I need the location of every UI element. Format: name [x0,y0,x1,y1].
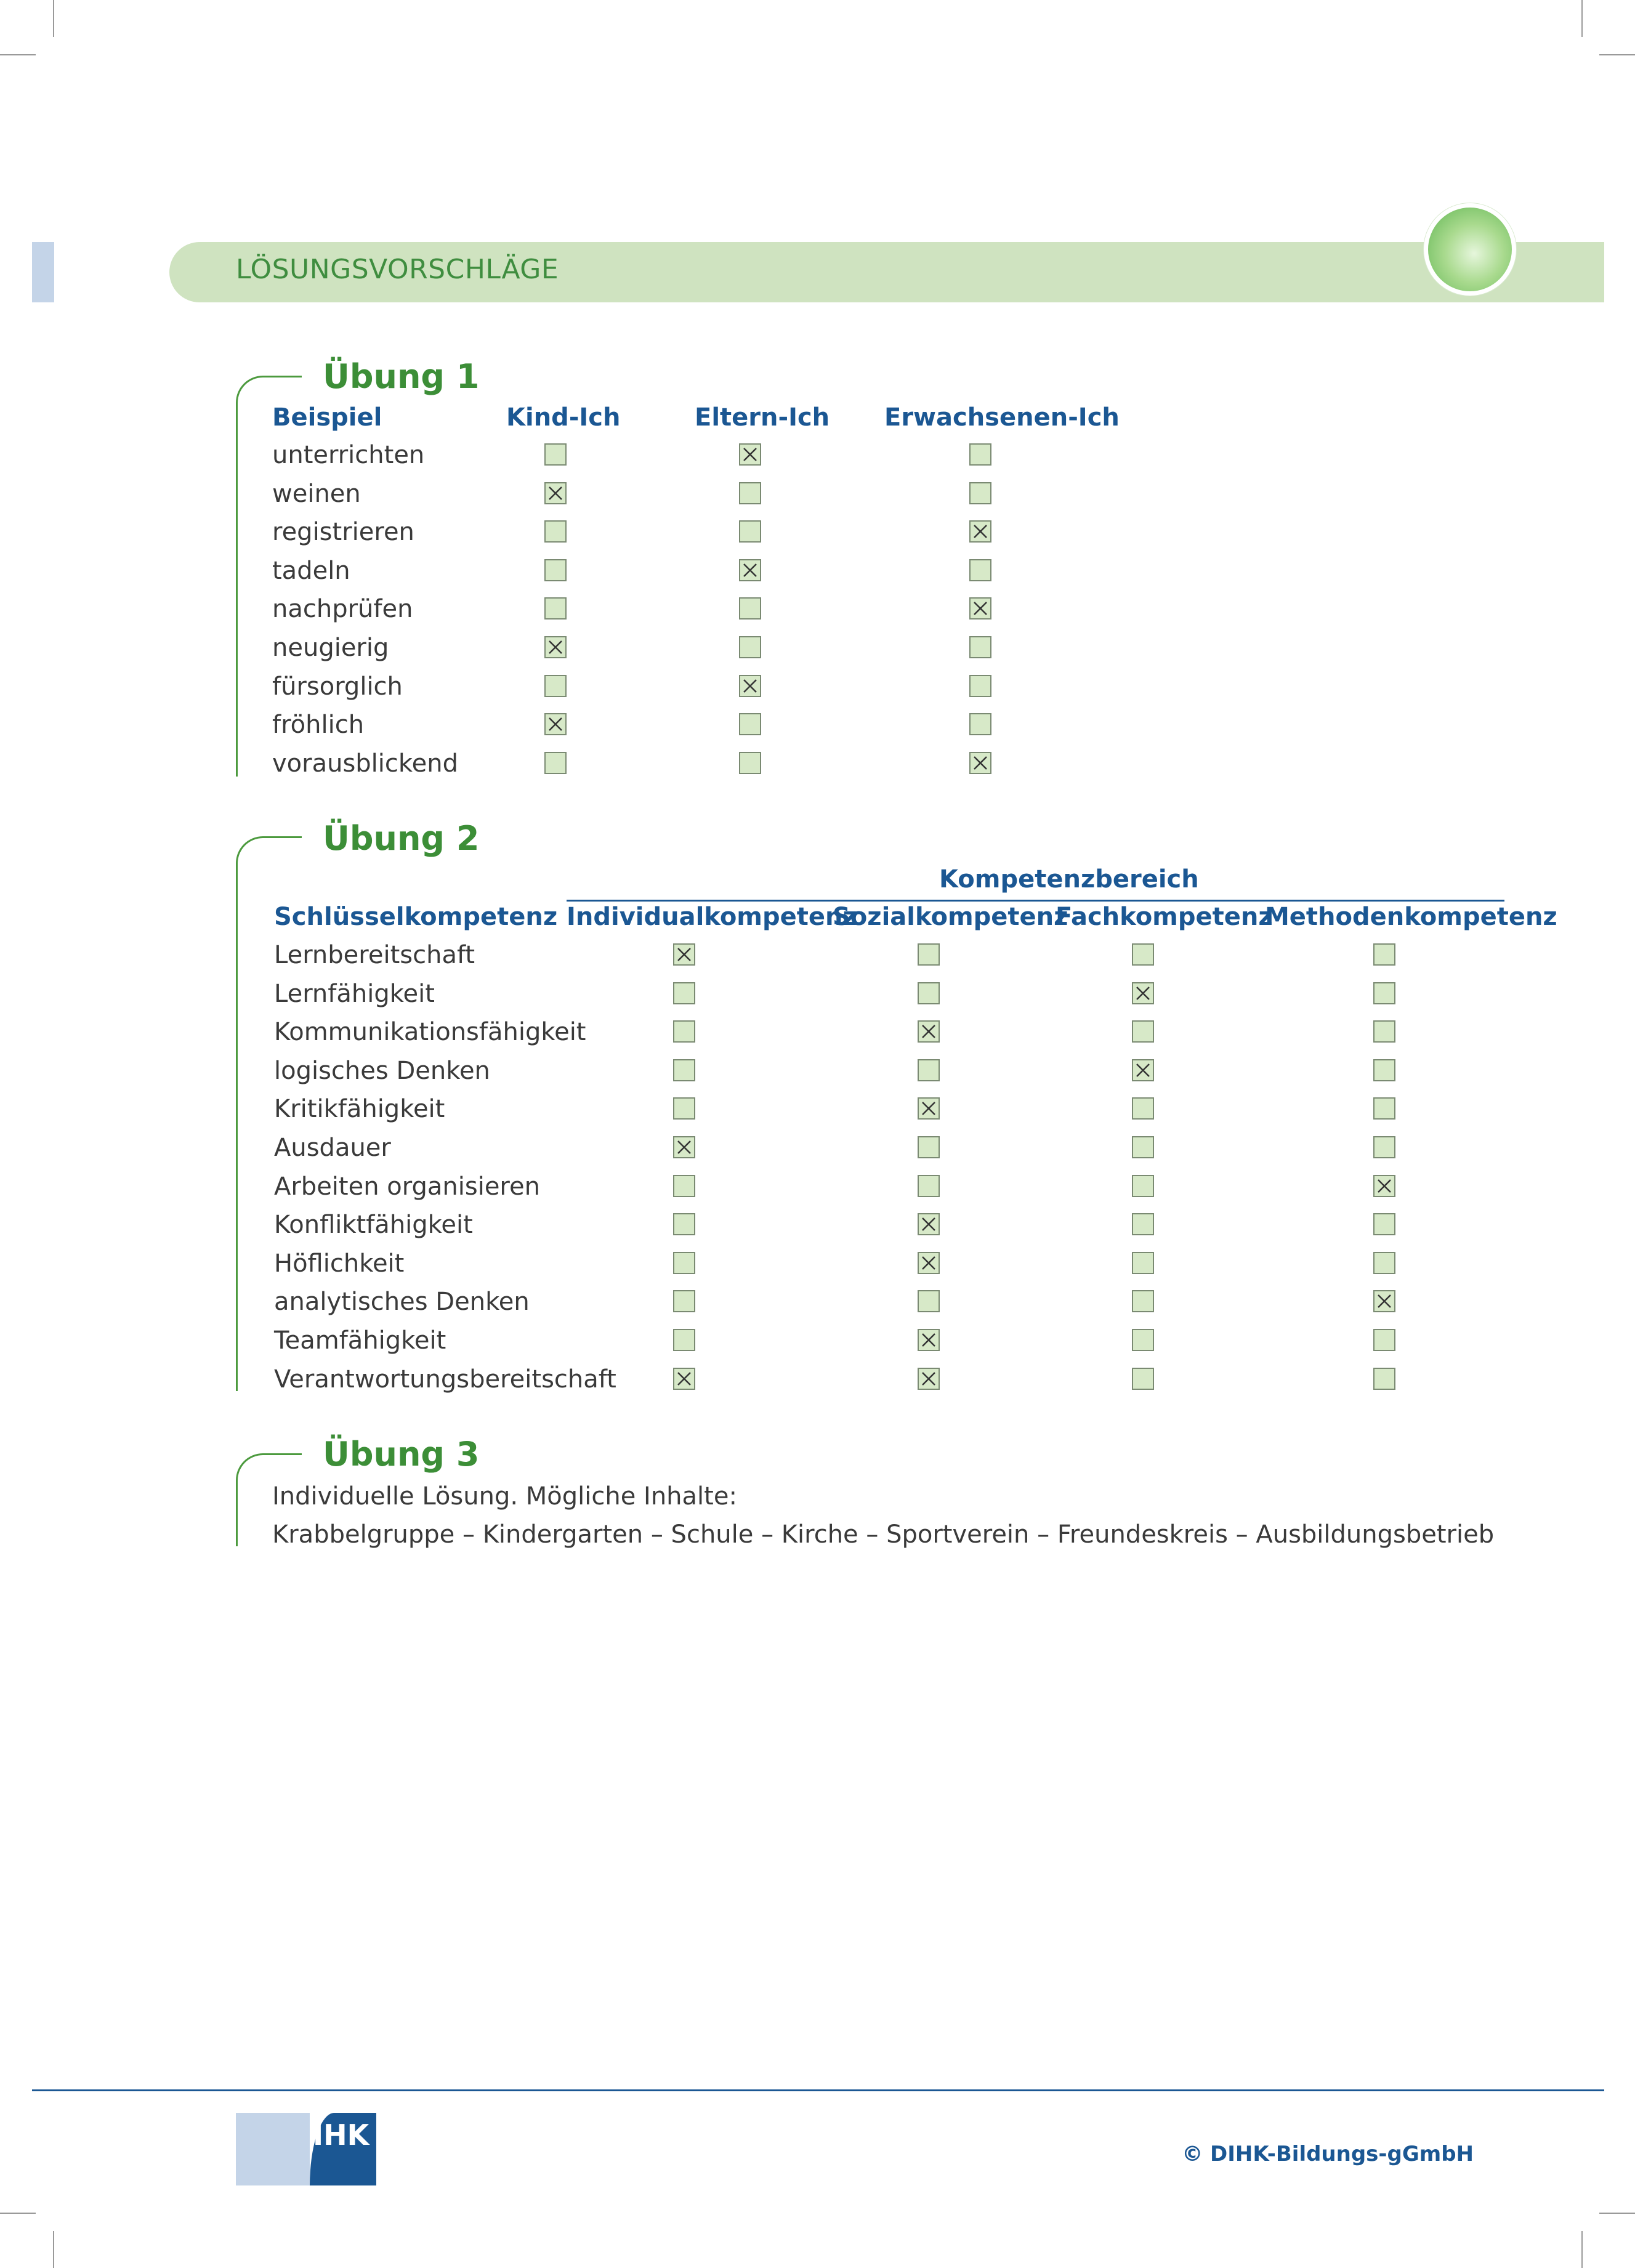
checkbox-empty [673,1097,695,1120]
ex2-row-label: Ausdauer [274,1134,391,1162]
checkbox-empty [1132,1097,1154,1120]
ex2-header-2: Sozialkompetenz [833,903,1068,931]
x-mark-icon [972,523,988,539]
exercise-2-title: Übung 2 [323,819,480,858]
checkbox-checked [739,443,761,466]
checkbox-empty [969,713,991,735]
ex1-row-label: vorausblickend [272,749,458,778]
checkbox-empty [1373,982,1395,1004]
checkbox-checked [969,752,991,774]
ex1-row-label: nachprüfen [272,595,413,624]
footer-rule [32,2089,1604,2091]
logo-pale-block [236,2113,310,2185]
checkbox-empty [1373,1252,1395,1274]
checkbox-checked [673,1136,695,1158]
checkbox-checked [544,636,567,658]
checkbox-empty [1132,1175,1154,1197]
checkbox-checked [918,1252,940,1274]
x-mark-icon [547,639,563,655]
exercise-3-title: Übung 3 [323,1435,480,1474]
ex1-row-label: registrieren [272,518,414,547]
checkbox-checked [673,943,695,966]
checkbox-empty [1373,1097,1395,1120]
checkbox-empty [1132,1136,1154,1158]
checkbox-empty [544,520,567,543]
checkbox-empty [739,482,761,504]
checkbox-checked [1132,1059,1154,1081]
ex2-row-label: Verantwortungsbereitschaft [274,1365,616,1394]
checkbox-checked [969,597,991,619]
copyright: © DIHK-Bildungs-gGmbH [1182,2142,1474,2166]
checkbox-checked [1132,982,1154,1004]
exercise-3-intro: Individuelle Lösung. Mögliche Inhalte: [272,1482,737,1511]
x-mark-icon [1135,985,1151,1001]
x-mark-icon [742,678,758,694]
ex2-header-1: Individualkompetenz [567,903,857,931]
crop-mark [53,0,54,37]
x-mark-icon [547,485,563,501]
x-mark-icon [921,1100,937,1116]
checkbox-checked [673,1368,695,1390]
checkbox-empty [673,1213,695,1235]
checkbox-empty [673,1059,695,1081]
side-tab [32,242,54,302]
checkbox-empty [969,636,991,658]
checkbox-empty [918,982,940,1004]
ex2-row-label: analytisches Denken [274,1288,530,1317]
x-mark-icon [972,600,988,616]
checkbox-empty [1132,1290,1154,1312]
checkbox-empty [1132,943,1154,966]
checkbox-empty [673,1290,695,1312]
green-ball-decoration [1424,203,1516,296]
checkbox-empty [673,1252,695,1274]
crop-mark [1599,2213,1635,2214]
exercise-3-contents: Krabbelgruppe – Kindergarten – Schule – Kirche – Sportverein – Freundeskreis – Ausbildungsbetrieb [272,1520,1495,1549]
crop-mark [0,54,36,55]
checkbox-empty [1132,1329,1154,1351]
ex1-row-label: tadeln [272,556,350,585]
ex2-row-label: Arbeiten organisieren [274,1172,540,1201]
ex2-row-label: Kommunikationsfähigkeit [274,1018,586,1047]
checkbox-checked [918,1097,940,1120]
crop-mark [1599,54,1635,55]
x-mark-icon [676,1139,692,1155]
checkbox-empty [918,1290,940,1312]
ex1-row-label: fröhlich [272,711,365,740]
crop-mark [1581,0,1583,37]
checkbox-empty [1373,943,1395,966]
checkbox-empty [969,675,991,697]
checkbox-empty [1373,1329,1395,1351]
checkbox-empty [1373,1020,1395,1043]
checkbox-checked [969,520,991,543]
ex2-row-label: Höflichkeit [274,1249,405,1278]
checkbox-empty [1373,1213,1395,1235]
x-mark-icon [547,716,563,732]
group-header-rule [567,900,1504,902]
ex2-row-label: Lernfähigkeit [274,979,435,1008]
checkbox-empty [969,443,991,466]
ex2-row-label: Lernbereitschaft [274,941,475,969]
checkbox-empty [969,482,991,504]
x-mark-icon [921,1332,937,1348]
checkbox-empty [1373,1059,1395,1081]
checkbox-checked [918,1020,940,1043]
group-header-kompetenzbereich: Kompetenzbereich [939,865,1199,894]
checkbox-checked [544,713,567,735]
checkbox-empty [969,559,991,581]
ex1-row-label: unterrichten [272,441,425,469]
checkbox-empty [739,520,761,543]
crop-mark [0,2213,36,2214]
crop-mark [1581,2231,1583,2268]
ex1-header-0: Beispiel [272,403,382,432]
checkbox-empty [673,982,695,1004]
checkbox-empty [544,675,567,697]
x-mark-icon [921,1371,937,1387]
ex2-row-label: Kritikfähigkeit [274,1095,445,1124]
x-mark-icon [921,1216,937,1232]
ex2-row-label: logisches Denken [274,1056,490,1085]
checkbox-checked [918,1368,940,1390]
exercise-1-title: Übung 1 [323,357,480,396]
checkbox-empty [673,1175,695,1197]
checkbox-empty [1132,1020,1154,1043]
checkbox-empty [1373,1368,1395,1390]
checkbox-checked [1373,1175,1395,1197]
checkbox-empty [1132,1368,1154,1390]
checkbox-checked [1373,1290,1395,1312]
ex2-header-0: Schlüsselkompetenz [274,903,558,931]
checkbox-checked [918,1329,940,1351]
x-mark-icon [1135,1062,1151,1078]
checkbox-empty [739,752,761,774]
checkbox-empty [544,559,567,581]
checkbox-checked [544,482,567,504]
x-mark-icon [921,1023,937,1039]
checkbox-checked [739,675,761,697]
crop-mark [53,2231,54,2268]
checkbox-empty [544,443,567,466]
checkbox-empty [673,1020,695,1043]
checkbox-empty [1132,1213,1154,1235]
checkbox-checked [918,1213,940,1235]
ex1-header-2: Eltern-Ich [695,403,830,432]
ex1-row-label: fürsorglich [272,672,403,701]
x-mark-icon [676,1371,692,1387]
ex2-header-3: Fachkompetenz [1056,903,1273,931]
ex1-header-3: Erwachsenen-Ich [884,403,1120,432]
checkbox-checked [739,559,761,581]
checkbox-empty [918,1136,940,1158]
checkbox-empty [739,713,761,735]
ex1-row-label: neugierig [272,634,389,662]
logo-text: IHK [313,2118,369,2152]
checkbox-empty [673,1329,695,1351]
ex2-header-4: Methodenkompetenz [1265,903,1557,931]
ex1-row-label: weinen [272,479,361,508]
checkbox-empty [739,597,761,619]
x-mark-icon [1376,1293,1392,1309]
checkbox-empty [918,943,940,966]
ex2-row-label: Konfliktfähigkeit [274,1211,473,1240]
checkbox-empty [739,636,761,658]
x-mark-icon [742,446,758,462]
x-mark-icon [921,1255,937,1271]
checkbox-empty [918,1175,940,1197]
checkbox-empty [544,752,567,774]
x-mark-icon [676,946,692,962]
checkbox-empty [1373,1136,1395,1158]
checkbox-empty [918,1059,940,1081]
x-mark-icon [742,562,758,578]
checkbox-empty [544,597,567,619]
ex1-header-1: Kind-Ich [506,403,621,432]
checkbox-empty [1132,1252,1154,1274]
x-mark-icon [1376,1178,1392,1194]
ex2-row-label: Teamfähigkeit [274,1326,446,1355]
x-mark-icon [972,755,988,771]
page-title: LÖSUNGSVORSCHLÄGE [236,254,559,285]
